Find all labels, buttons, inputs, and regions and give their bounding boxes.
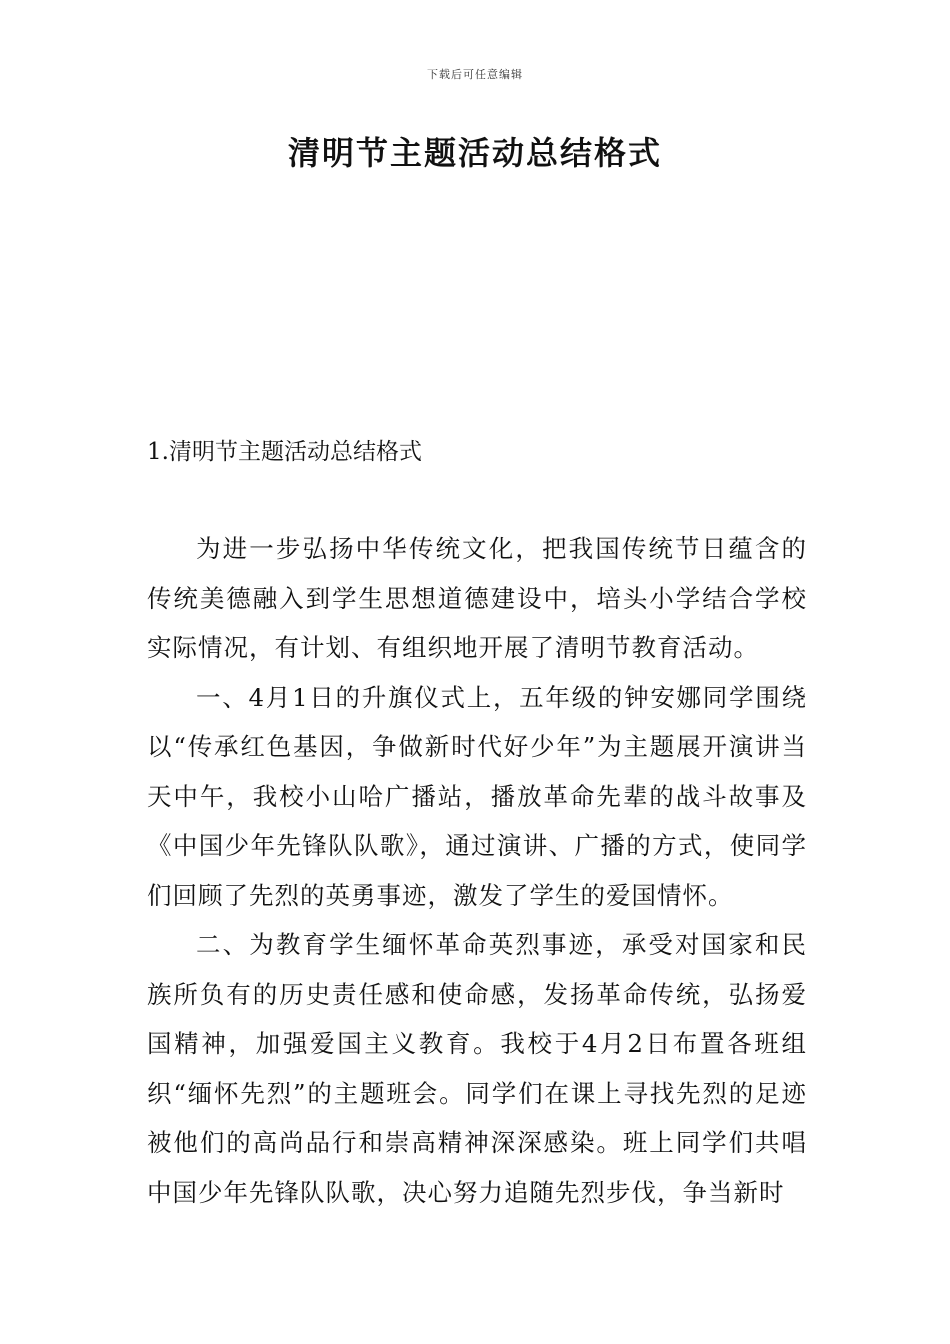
paragraph-one: 一、4月1日的升旗仪式上，五年级的钟安娜同学围绕以“传承红色基因，争做新时代好少年”为主题展开演讲当天中午，我校小山哈广播站，播放革命先辈的战斗故事及《中国少年先锋队队歌》，通过演讲、广播的方式，使同学们回顾了先烈的英勇事迹，激发了学生的爱国情怀。	[147, 682, 807, 910]
section-heading: 1.清明节主题活动总结格式	[147, 439, 422, 465]
paragraph-intro: 为进一步弘扬中华传统文化，把我国传统节日蕴含的传统美德融入到学生思想道德建设中，培头小学结合学校实际情况，有计划、有组织地开展了清明节教育活动。	[147, 534, 807, 662]
document-title: 清明节主题活动总结格式	[287, 134, 662, 172]
body-text	[147, 524, 807, 1217]
paragraph-two: 二、为教育学生缅怀革命英烈事迹，承受对国家和民族所负有的历史责任感和使命感，发扬革命传统，弘扬爱国精神，加强爱国主义教育。我校于4月2日布置各班组织“缅怀先烈”的主题班会。同学们在课上寻找先烈的足迹被他们的高尚品行和崇高精神深深感染。班上同学们共唱中国少年先锋队队歌，决心努力追随先烈步伐，争当新时	[147, 930, 807, 1207]
header-note: 下载后可任意编辑	[427, 68, 523, 81]
